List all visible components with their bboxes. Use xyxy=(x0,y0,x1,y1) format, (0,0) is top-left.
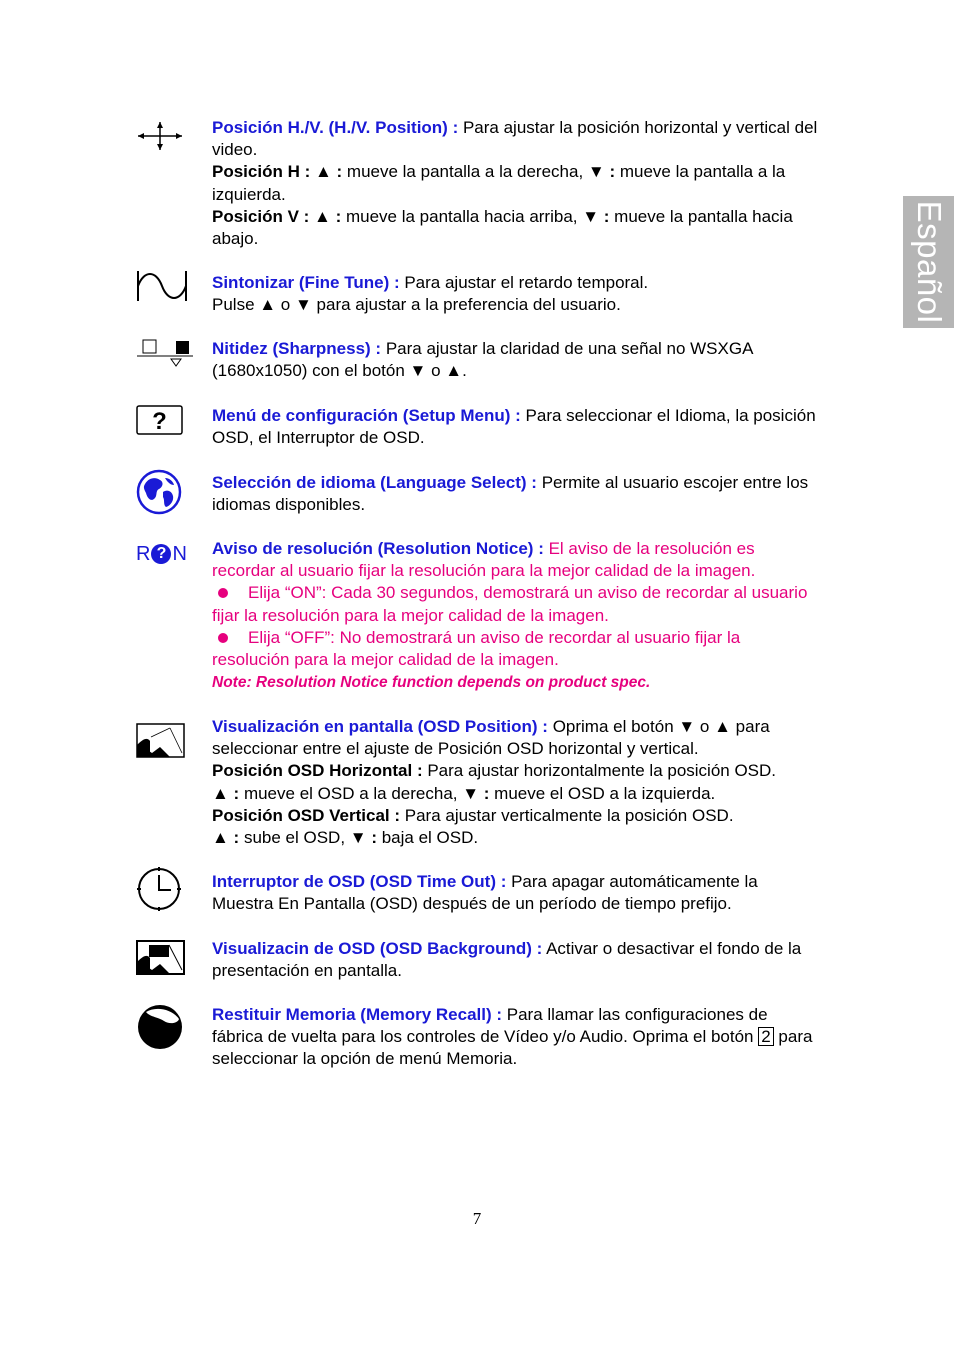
up-arrow-icon: ▲ xyxy=(714,717,731,736)
down-arrow-icon: ▼ xyxy=(294,295,312,315)
entry-osd-position: Visualización en pantalla (OSD Position) : Oprima el botón ▼ o ▲ para seleccionar entre el ajuste de Posición OSD horizontal y vertical. Posición OSD Horizontal : Para ajustar horizontalmente la posición OSD. ▲ : mueve el OSD a la derecha, ▼ : mueve el OSD a la izquierda. Posición OSD Vertical : Para ajustar verticalmente la posición OSD. ▲ : sube el OSD, ▼ : baja el OSD. xyxy=(212,717,777,848)
sharpness-icon xyxy=(136,338,194,368)
entry-title: Nitidez (Sharpness) : xyxy=(212,339,382,358)
down-arrow-icon: ▼ xyxy=(678,717,696,736)
bullet-dot xyxy=(218,588,228,598)
up-arrow-icon: ▲ xyxy=(445,361,463,381)
bullet-off: Elija “OFF”: No demostrará un aviso de recordar al usuario fijar la resolución para la mejor calidad de la imagen. xyxy=(212,627,741,670)
entry-title: Restituir Memoria (Memory Recall) : xyxy=(212,1005,503,1024)
entry-fine-tune: Sintonizar (Fine Tune) : Para ajustar el retardo temporal. Pulse ▲ o ▼ para ajustar a la preferencia del usuario. xyxy=(212,273,649,315)
resolution-notice-icon: R ? N xyxy=(136,543,187,565)
up-arrow-icon: ▲ xyxy=(212,828,229,848)
down-arrow-icon: ▼ xyxy=(582,206,600,226)
label-osd-vertical: Posición OSD Vertical : xyxy=(212,805,401,825)
up-arrow-icon: ▲ xyxy=(259,295,277,315)
up-arrow-icon: ▲ xyxy=(314,206,331,226)
down-arrow-icon: ▼ xyxy=(462,783,480,803)
up-arrow-icon: ▲ xyxy=(314,162,332,182)
entry-title: Visualizacin de OSD (OSD Background) : xyxy=(212,939,543,958)
up-arrow-icon: ▲ xyxy=(212,783,229,803)
entry-sharpness: Nitidez (Sharpness) : Para ajustar la claridad de una señal no WSXGA (1680x1050) con el botón ▼ o ▲. xyxy=(212,339,753,381)
entry-title: Menú de configuración (Setup Menu) : xyxy=(212,406,521,425)
entry-title: Posición H./V. (H./V. Position) : xyxy=(212,118,459,137)
entry-title: Selección de idioma (Language Select) : xyxy=(212,473,537,492)
entry-desc: Para ajustar la posición horizontal y vertical del video. xyxy=(212,118,818,160)
entry-language-select: Selección de idioma (Language Select) : Permite al usuario escojer entre los idiomas disponibles. xyxy=(212,473,809,515)
bullet-dot xyxy=(218,633,228,643)
down-arrow-icon: ▼ xyxy=(349,828,367,848)
label-osd-horizontal: Posición OSD Horizontal : xyxy=(212,761,423,781)
sine-wave-icon xyxy=(136,270,188,302)
entry-title: Interruptor de OSD (OSD Time Out) : xyxy=(212,872,507,891)
memory-recall-icon xyxy=(136,1003,184,1051)
entry-memory-recall: Restituir Memoria (Memory Recall) : Para llamar las configuraciones de fábrica de vuelta para los controles de Vídeo y/o Audio. Oprima el botón 2 para seleccionar la opción de menú Memoria. xyxy=(212,1005,813,1069)
entry-title: Visualización en pantalla (OSD Position) : xyxy=(212,717,548,736)
note-text: Note: Resolution Notice function depends on product spec. xyxy=(212,674,651,692)
down-arrow-icon: ▼ xyxy=(409,361,427,381)
side-tab-label: Español xyxy=(910,200,948,324)
question-box-icon xyxy=(136,405,184,436)
osd-position-icon xyxy=(136,723,186,759)
entry-hv-position: Posición H./V. (H./V. Position) : Para ajustar la posición horizontal y vertical del video. Posición H : ▲ : mueve la pantalla a la derecha, ▼ : mueve la pantalla a la izquierda. Posición V : ▲ : mueve la pantalla hacia arriba, ▼ : mueve la pantalla hacia abajo. xyxy=(212,118,818,249)
entry-osd-background: Visualizacin de OSD (OSD Background) : Activar o desactivar el fondo de la presentación en pantalla. xyxy=(212,939,802,981)
svg-text:?: ? xyxy=(152,408,167,435)
page-number: 7 xyxy=(472,1209,482,1228)
entry-title: Aviso de resolución (Resolution Notice) : xyxy=(212,539,544,558)
move-arrows-icon xyxy=(136,120,184,152)
bullet-on: Elija “ON”: Cada 30 segundos, demostrará un aviso de recordar al usuario fijar la resolución para la mejor calidad de la imagen. xyxy=(212,583,808,625)
globe-icon xyxy=(136,469,182,515)
label-v-position: Posición V : xyxy=(212,206,310,226)
entry-setup-menu: Menú de configuración (Setup Menu) : Para seleccionar el Idioma, la posición OSD, el Interruptor de OSD. xyxy=(212,406,816,448)
entry-resolution-notice: Aviso de resolución (Resolution Notice) : El aviso de la resolución es recordar al usuario fijar la resolución para la mejor calidad de la imagen. Elija “ON”: Cada 30 segundos, demostrará un aviso de recordar al usuario fijar la resolución para la mejor calidad de la imagen. Elija “OFF”: No demostrará un aviso de recordar al usuario fijar la resolución para la mejor calidad de la imagen. Note: Resolution Notice function depends on product spec. xyxy=(212,539,808,692)
label-h-position: Posición H : xyxy=(212,162,311,182)
clock-icon xyxy=(136,866,182,912)
entry-osd-time-out: Interruptor de OSD (OSD Time Out) : Para apagar automáticamente la Muestra En Pantalla (OSD) después de un período de tiempo prefijo. xyxy=(212,872,758,914)
key-2-symbol: 2 xyxy=(758,1027,773,1046)
down-arrow-icon: ▼ xyxy=(587,162,605,182)
language-side-tab xyxy=(903,196,954,328)
entry-title: Sintonizar (Fine Tune) : xyxy=(212,273,400,292)
osd-background-icon xyxy=(136,940,186,976)
